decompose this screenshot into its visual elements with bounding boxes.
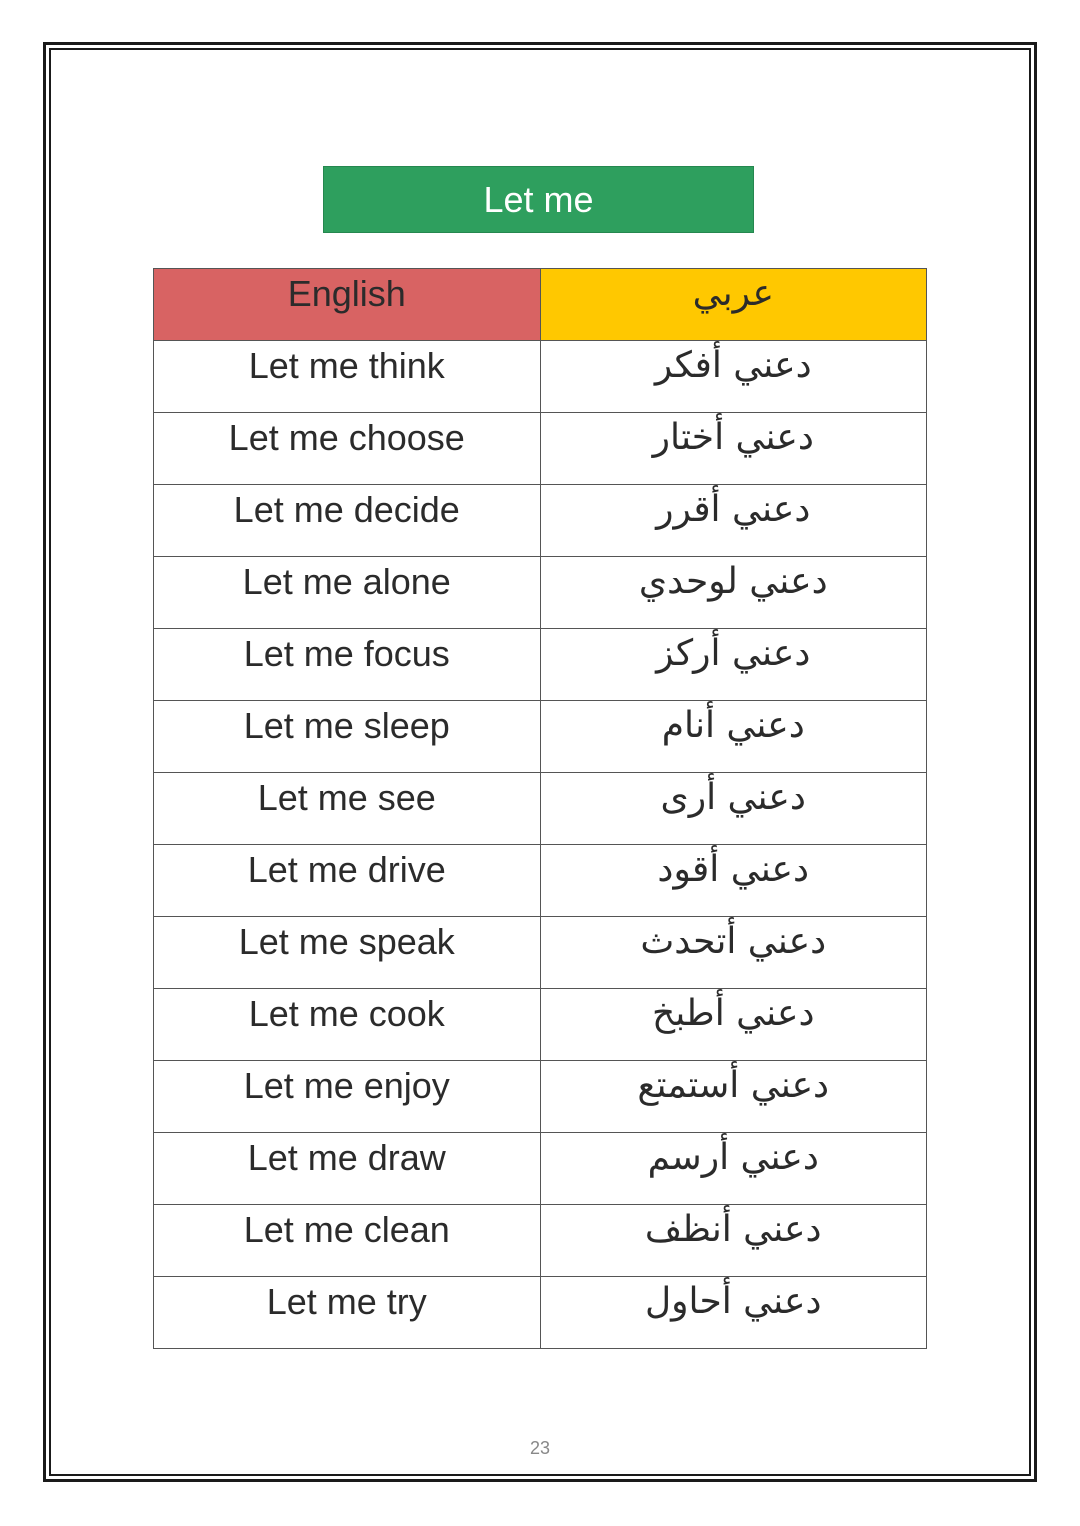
english-phrase: Let me clean (154, 1205, 541, 1277)
english-phrase: Let me alone (154, 557, 541, 629)
arabic-translation: دعني أحاول (540, 1277, 927, 1349)
table-row (154, 1061, 927, 1133)
table-row (154, 629, 927, 701)
english-phrase: Let me sleep (154, 701, 541, 773)
page-number: 23 (529, 1438, 551, 1458)
english-phrase: Let me try (154, 1277, 541, 1349)
arabic-translation: دعني أرى (540, 773, 927, 845)
table-row (154, 773, 927, 845)
arabic-translation: دعني لوحدي (540, 557, 927, 629)
english-phrase: Let me speak (154, 917, 541, 989)
table-row (154, 917, 927, 989)
vocabulary-table (153, 268, 927, 1349)
table-body (154, 341, 927, 1349)
arabic-translation: دعني أنظف (540, 1205, 927, 1277)
arabic-translation: دعني أنام (540, 701, 927, 773)
title-banner: Let me (323, 166, 754, 233)
arabic-translation: دعني أقود (540, 845, 927, 917)
english-phrase: Let me draw (154, 1133, 541, 1205)
table-row (154, 845, 927, 917)
table-row (154, 701, 927, 773)
arabic-translation: دعني أفكر (540, 341, 927, 413)
arabic-translation: دعني أطبخ (540, 989, 927, 1061)
english-column-header: English (154, 269, 541, 341)
table-header-row (154, 269, 927, 341)
arabic-translation: دعني أختار (540, 413, 927, 485)
table-row (154, 1205, 927, 1277)
arabic-translation: دعني أرسم (540, 1133, 927, 1205)
table-row (154, 341, 927, 413)
arabic-column-header: عربي (540, 269, 927, 341)
english-phrase: Let me see (154, 773, 541, 845)
english-phrase: Let me cook (154, 989, 541, 1061)
arabic-translation: دعني أقرر (540, 485, 927, 557)
english-phrase: Let me decide (154, 485, 541, 557)
table-row (154, 557, 927, 629)
english-phrase: Let me focus (154, 629, 541, 701)
table-row (154, 413, 927, 485)
english-phrase: Let me enjoy (154, 1061, 541, 1133)
table-row (154, 989, 927, 1061)
english-phrase: Let me drive (154, 845, 541, 917)
table-row (154, 1133, 927, 1205)
arabic-translation: دعني أستمتع (540, 1061, 927, 1133)
table-row (154, 485, 927, 557)
english-phrase: Let me choose (154, 413, 541, 485)
arabic-translation: دعني أتحدث (540, 917, 927, 989)
arabic-translation: دعني أركز (540, 629, 927, 701)
english-phrase: Let me think (154, 341, 541, 413)
table-row (154, 1277, 927, 1349)
